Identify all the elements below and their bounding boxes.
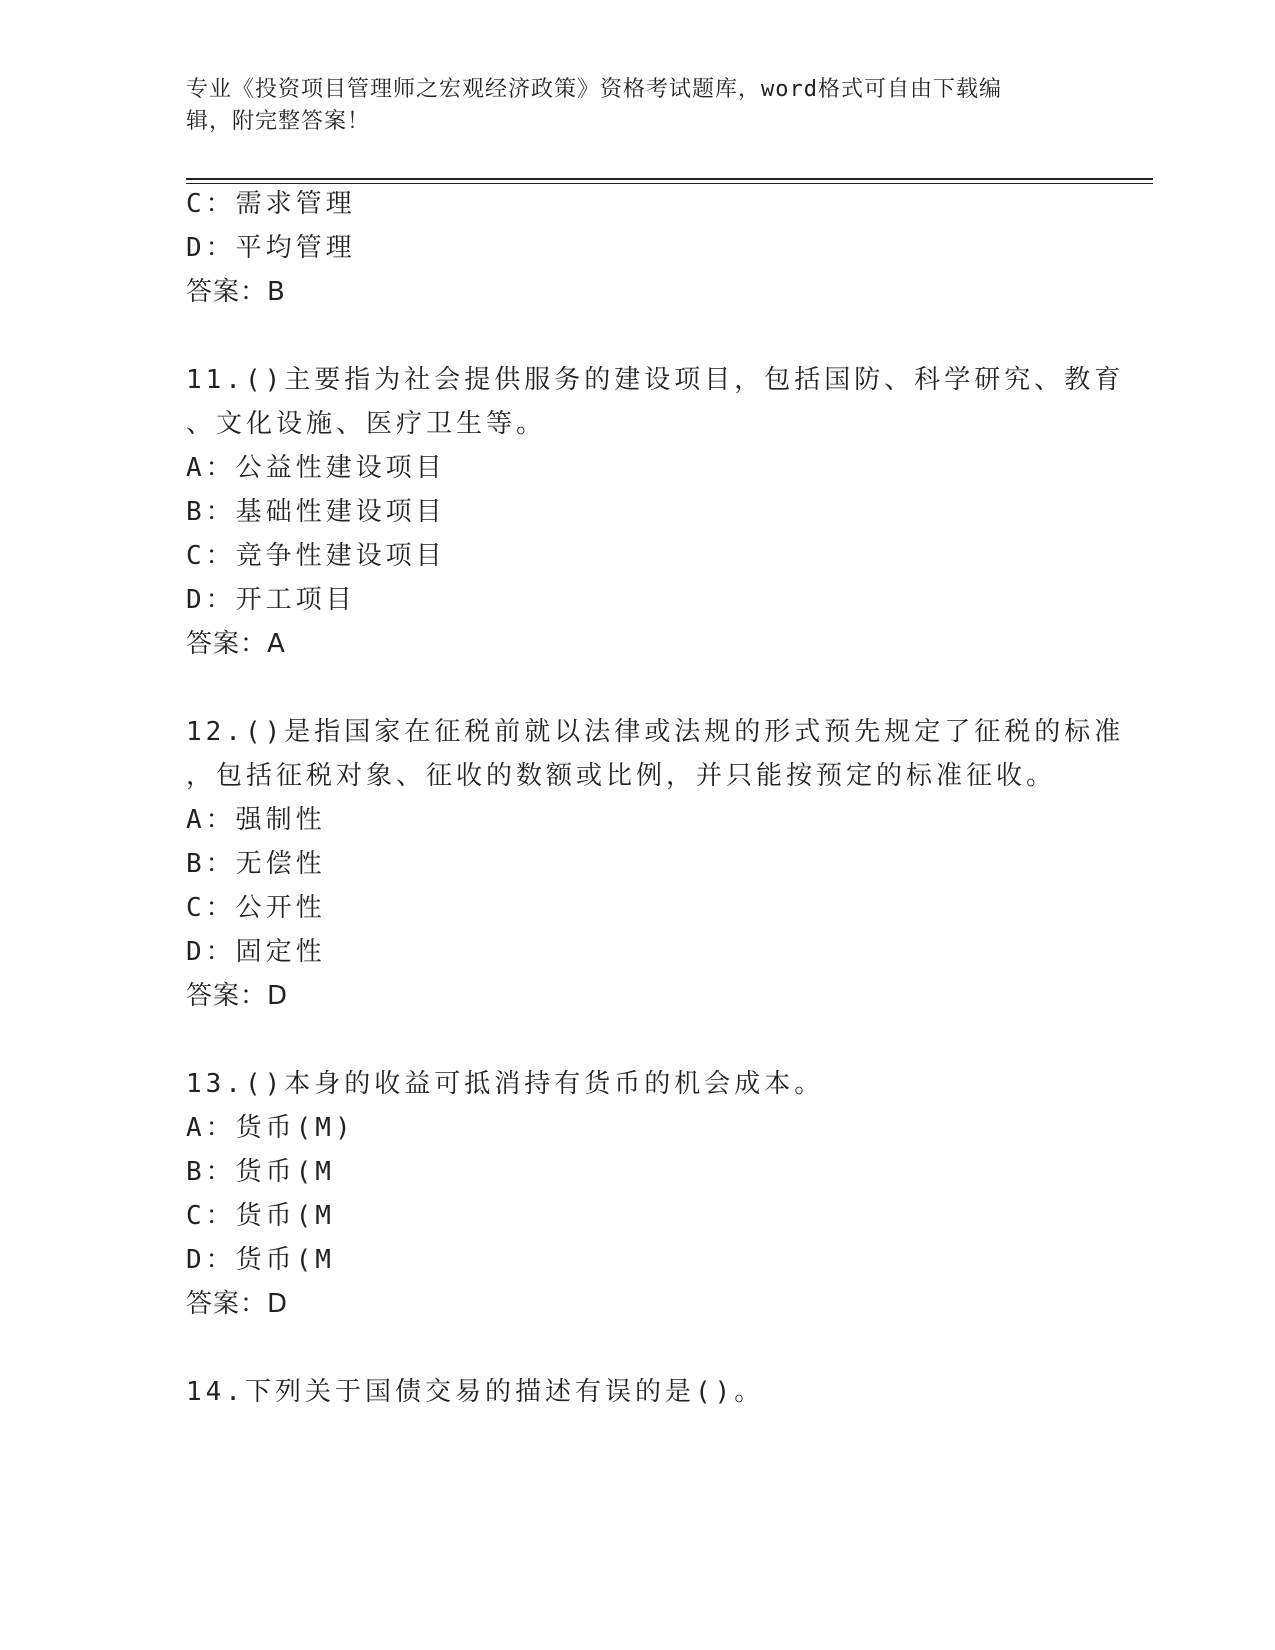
q12-answer: 答案：D xyxy=(186,981,289,1011)
q12-stem-line-1: 12.()是指国家在征税前就以法律或法规的形式预先规定了征税的标准 xyxy=(186,717,1125,747)
q12-option-a: A：强制性 xyxy=(186,805,326,835)
q12-stem-line-2: ，包括征税对象、征收的数额或比例，并只能按预定的标准征收。 xyxy=(186,761,1057,791)
q13-option-a: A：货币(M) xyxy=(186,1113,355,1143)
q11-stem-line-1: 11.()主要指为社会提供服务的建设项目，包括国防、科学研究、教育 xyxy=(186,365,1125,395)
q11-option-d: D：开工项目 xyxy=(186,585,356,615)
q13-option-b: B：货币(M xyxy=(186,1157,335,1187)
q11-option-c: C：竞争性建设项目 xyxy=(186,541,446,571)
q12-option-c: C：公开性 xyxy=(186,893,326,923)
header-line-1: 专业《投资项目管理师之宏观经济政策》资格考试题库，word格式可自由下载编 xyxy=(186,77,1002,102)
q13-stem-line-1: 13.()本身的收益可抵消持有货币的机会成本。 xyxy=(186,1069,825,1099)
prev-option-d: D：平均管理 xyxy=(186,233,356,263)
prev-answer: 答案：B xyxy=(186,277,286,307)
q12-option-d: D：固定性 xyxy=(186,937,326,967)
q14-stem-line-1: 14.下列关于国债交易的描述有误的是()。 xyxy=(186,1377,765,1407)
q13-option-c: C：货币(M xyxy=(186,1201,335,1231)
document-header xyxy=(186,74,1066,138)
q11-option-b: B：基础性建设项目 xyxy=(186,497,446,527)
q11-answer: 答案：A xyxy=(186,629,286,659)
q13-answer: 答案：D xyxy=(186,1289,289,1319)
prev-option-c: C：需求管理 xyxy=(186,189,356,219)
header-line-2: 辑，附完整答案！ xyxy=(186,109,371,134)
q12-option-b: B：无偿性 xyxy=(186,849,326,879)
q11-option-a: A：公益性建设项目 xyxy=(186,453,446,483)
header-divider-thin xyxy=(186,183,1153,184)
header-divider-thick xyxy=(186,178,1153,180)
q11-stem-line-2: 、文化设施、医疗卫生等。 xyxy=(186,409,547,439)
q13-option-d: D：货币(M xyxy=(186,1245,335,1275)
